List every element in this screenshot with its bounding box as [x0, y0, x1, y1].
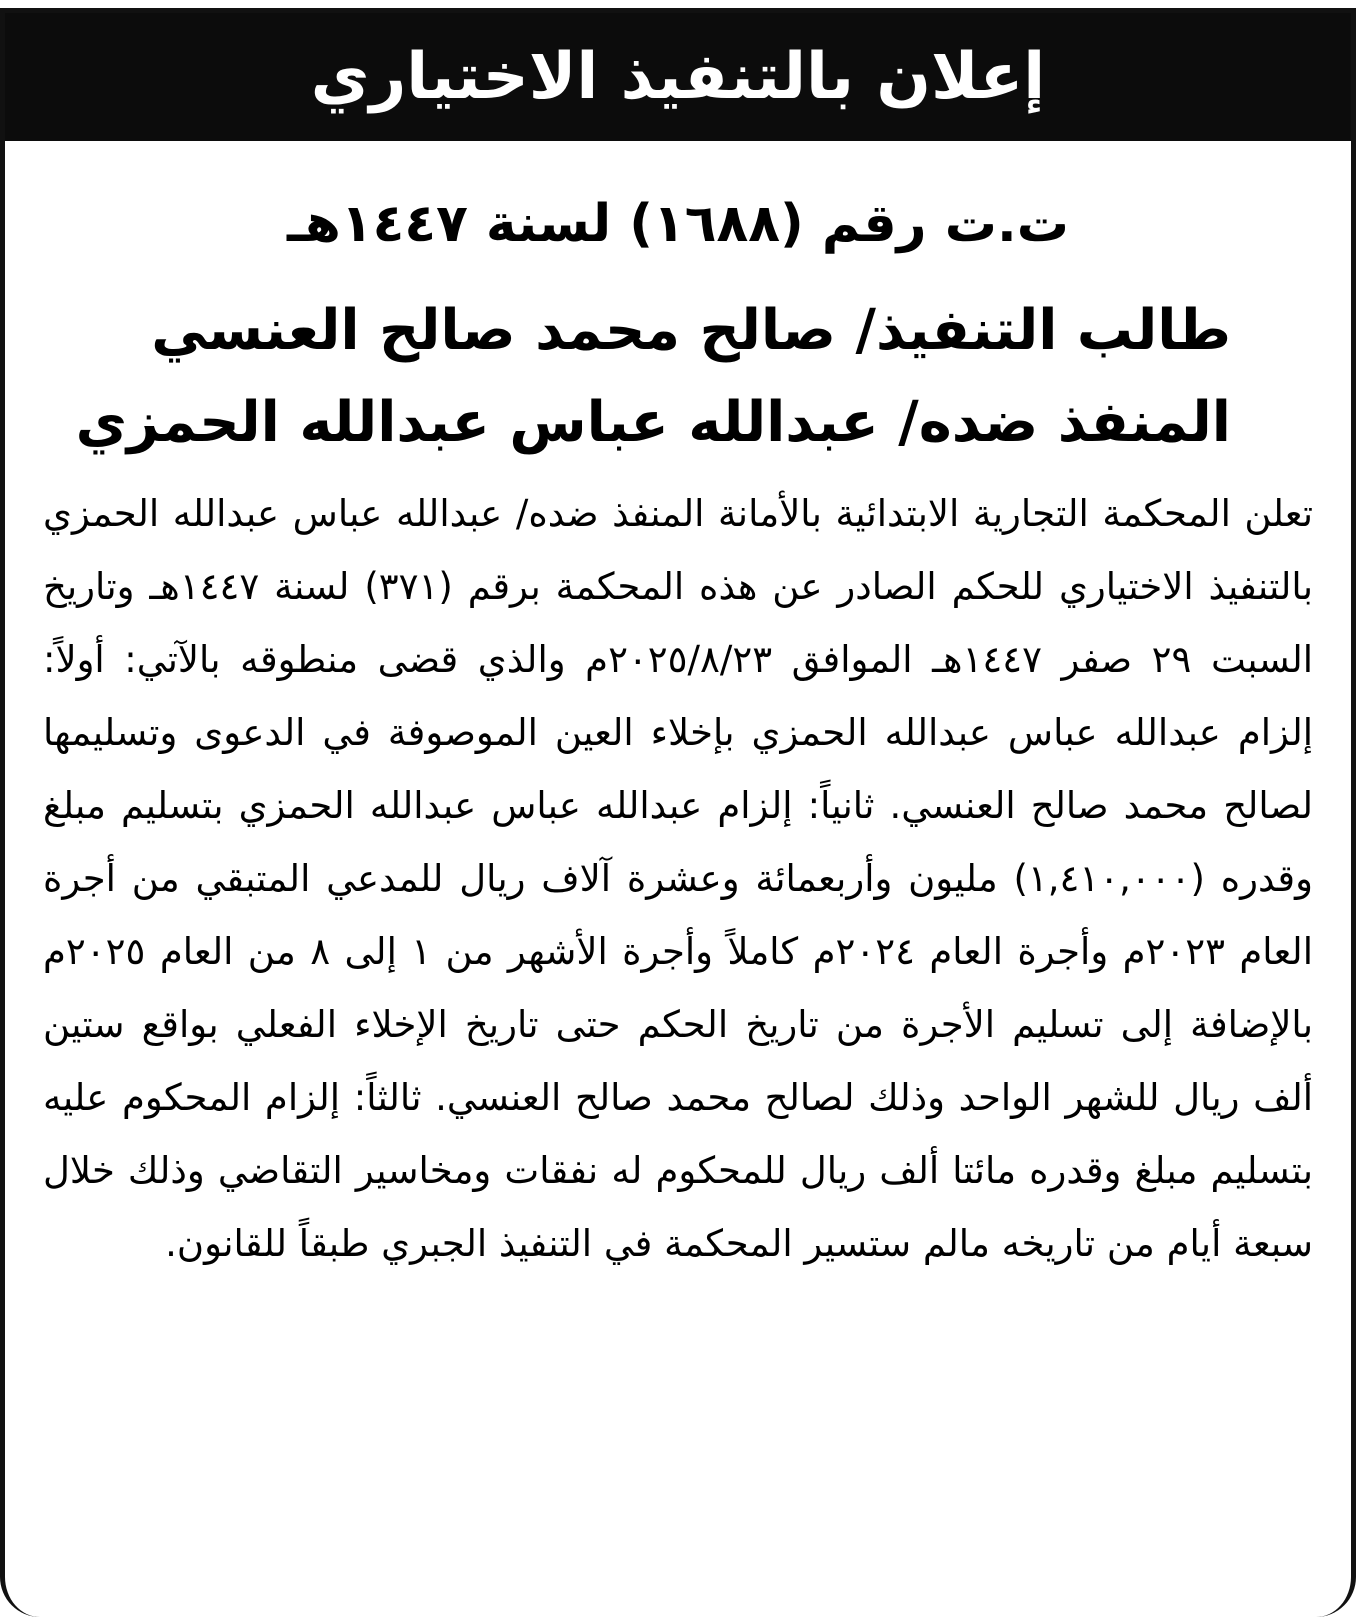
announcement-body: تعلن المحكمة التجارية الابتدائية بالأمانة المنفذ ضده/ عبدالله عباس عبدالله الحمزي بالتنفيذ الاختياري للحكم الصادر عن هذه المحكمة برقم (٣٧١) لسنة ١٤٤٧هـ وتاريخ السبت ٢٩ صفر ١٤٤٧هـ الموافق ٢٠٢٥/٨/٢٣م والذي قضى منطوقه بالآتي: أولاً: إلزام عبدالله عباس عبدالله الحمزي بإخلاء العين الموصوفة في الدعوى وتسليمها لصالح محمد صالح العنسي. ثانياً: إلزام عبدالله عباس عبدالله الحمزي بتسليم مبلغ وقدره (١,٤١٠,٠٠٠) مليون وأربعمائة وعشرة آلاف ريال للمدعي المتبقي من أجرة العام ٢٠٢٣م وأجرة العام ٢٠٢٤م كاملاً وأجرة الأشهر من ١ إلى ٨ من العام ٢٠٢٥م بالإضافة إلى تسليم الأجرة من تاريخ الحكم حتى تاريخ الإخلاء الفعلي بواقع ستين ألف ريال للشهر الواحد وذلك لصالح محمد صالح العنسي. ثالثاً: إلزام المحكوم عليه بتسليم مبلغ وقدره مائتا ألف ريال للمحكوم له نفقات ومخاسير التقاضي وذلك خلال سبعة أيام من تاريخه مالم ستسير المحكمة في التنفيذ الجبري طبقاً للقانون. [43, 492, 1314, 1265]
title-banner [5, 13, 1351, 141]
execution-applicant: طالب التنفيذ/ صالح محمد صالح العنسي [151, 298, 1231, 363]
execution-respondent: المنفذ ضده/ عبدالله عباس عبدالله الحمزي [75, 390, 1231, 455]
announcement-notice [0, 8, 1356, 1617]
case-headings [5, 141, 1351, 469]
case-number: ت.ت رقم (١٦٨٨) لسنة ١٤٤٧هـ [287, 194, 1069, 254]
announcement-title: إعلان بالتنفيذ الاختياري [310, 40, 1046, 114]
